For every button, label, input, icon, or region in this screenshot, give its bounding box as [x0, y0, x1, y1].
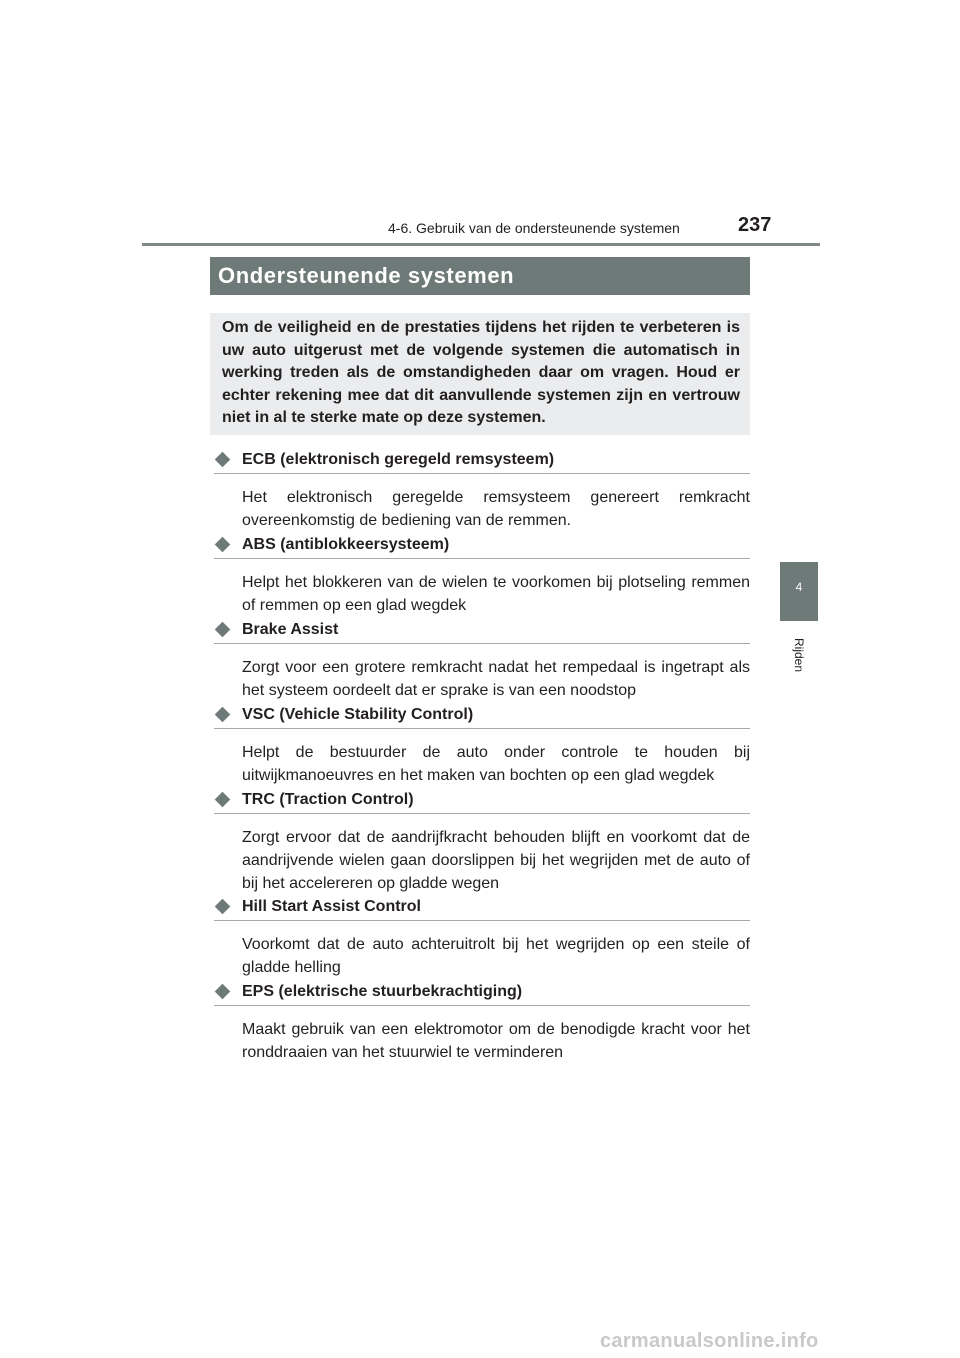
feature-title: EPS (elektrische stuurbekrachtiging): [242, 983, 523, 1000]
diamond-icon: [215, 899, 231, 915]
feature-heading: [214, 535, 750, 559]
feature-title: TRC (Traction Control): [242, 791, 414, 808]
diamond-icon: [215, 622, 231, 638]
diamond-icon: [215, 984, 231, 1000]
feature-description: Maakt gebruik van een elektromotor om de benodigde kracht voor het ronddraaien van het stuurwiel te verminderen: [242, 1021, 750, 1061]
feature-ecb: [214, 450, 750, 532]
title-bar: [210, 257, 750, 295]
feature-title: VSC (Vehicle Stability Control): [242, 706, 474, 723]
diamond-icon: [215, 452, 231, 468]
feature-trc: [214, 790, 750, 895]
feature-heading: [214, 705, 750, 729]
feature-description: Voorkomt dat de auto achteruitrolt bij het wegrijden op een steile of gladde helling: [242, 936, 750, 976]
feature-description: Helpt het blokkeren van de wielen te voorkomen bij plotseling remmen of remmen op een glad wegdek: [242, 574, 750, 614]
page-number: 237: [738, 214, 772, 236]
feature-description: Zorgt ervoor dat de aandrijfkracht behouden blijft en voorkomt dat de aandrijvende wielen gaan doorslippen bij het wegrijden met de auto of bij het accelereren op gladde wegen: [242, 829, 750, 892]
feature-description: Het elektronisch geregelde remsysteem genereert remkracht overeenkomstig de bediening van de remmen.: [242, 489, 750, 529]
diamond-icon: [215, 537, 231, 553]
feature-heading: [214, 897, 750, 921]
feature-eps: [214, 982, 750, 1064]
feature-title: Brake Assist: [242, 621, 339, 638]
feature-title: Hill Start Assist Control: [242, 898, 421, 915]
feature-heading: [214, 982, 750, 1006]
header-section-title: 4-6. Gebruik van de ondersteunende systemen: [388, 220, 680, 236]
intro-text: Om de veiligheid en de prestaties tijdens het rijden te verbeteren is uw auto uitgerust met de volgende systemen die automatisch in werking treden als de omstandigheden daar om vragen. Houd er echter rekening mee dat dit aanvullende systemen zijn en vertrouw niet in al te sterke mate op deze systemen.: [222, 319, 740, 426]
intro-box: [210, 313, 750, 435]
diamond-icon: [215, 707, 231, 723]
feature-title: ABS (antiblokkeersysteem): [242, 536, 450, 553]
chapter-label: Rijden: [792, 637, 806, 673]
watermark: carmanualsonline.info: [600, 1330, 819, 1352]
feature-vsc: [214, 705, 750, 787]
feature-abs: [214, 535, 750, 617]
chapter-tab: 4: [780, 562, 818, 621]
feature-heading: [214, 620, 750, 644]
feature-heading: [214, 450, 750, 474]
feature-description: Helpt de bestuurder de auto onder controle te houden bij uitwijkmanoeuvres en het maken van bochten op een glad wegdek: [242, 744, 750, 784]
page-title: Ondersteunende systemen: [218, 263, 515, 288]
feature-title: ECB (elektronisch geregeld remsysteem): [242, 451, 555, 468]
feature-hill-start-assist: [214, 897, 750, 979]
feature-description: Zorgt voor een grotere remkracht nadat het rempedaal is ingetrapt als het systeem oordeelt dat er sprake is van een noodstop: [242, 659, 750, 699]
diamond-icon: [215, 792, 231, 808]
header-rule: [142, 243, 820, 246]
feature-heading: [214, 790, 750, 814]
feature-brake-assist: [214, 620, 750, 702]
